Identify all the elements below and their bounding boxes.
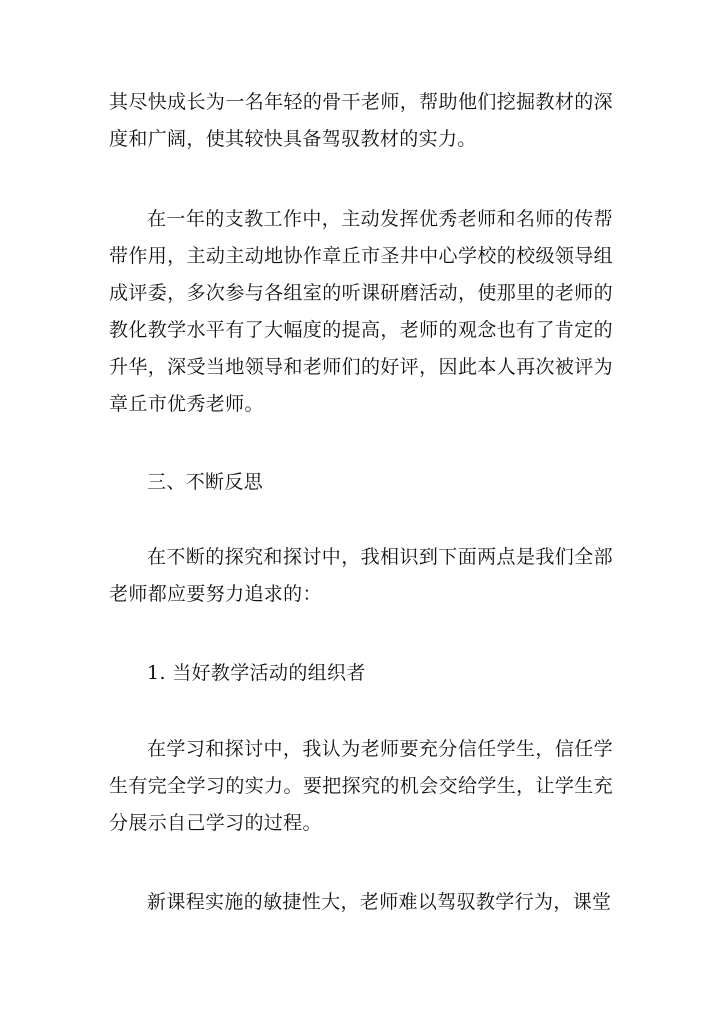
paragraph-trust-students: 在学习和探讨中，我认为老师要充分信任学生，信任学生有完全学习的实力。要把探究的机会交给学生，让学生充分展示自己学习的过程。: [109, 738, 613, 834]
paragraph-continuation: 其尽快成长为一名年轻的骨干老师，帮助他们挖掘教材的深度和广阔，使其较快具备驾驭教材的实力。: [109, 91, 613, 150]
paragraph-new-curriculum: 新课程实施的敏捷性大，老师难以驾驭教学行为，课堂: [147, 891, 612, 913]
section-heading-reflection: 三、不断反思: [147, 471, 264, 493]
paragraph-reflection-intro: 在不断的探究和探讨中，我相识到下面两点是我们全部老师都应要努力追求的：: [109, 546, 613, 605]
subheading-organizer: 1. 当好教学活动的组织者: [147, 662, 366, 684]
paragraph-support-teaching: 在一年的支教工作中，主动发挥优秀老师和名师的传帮带作用，主动主动地协作章丘市圣井中心学校的校级领导组成评委，多次参与各组室的听课研磨活动，使那里的老师的教化教学水平有了大幅度的提高，老师的观念也有了肯定的升华，深受当地领导和老师们的好评，因此本人再次被评为章丘市优秀老师。: [109, 208, 613, 415]
